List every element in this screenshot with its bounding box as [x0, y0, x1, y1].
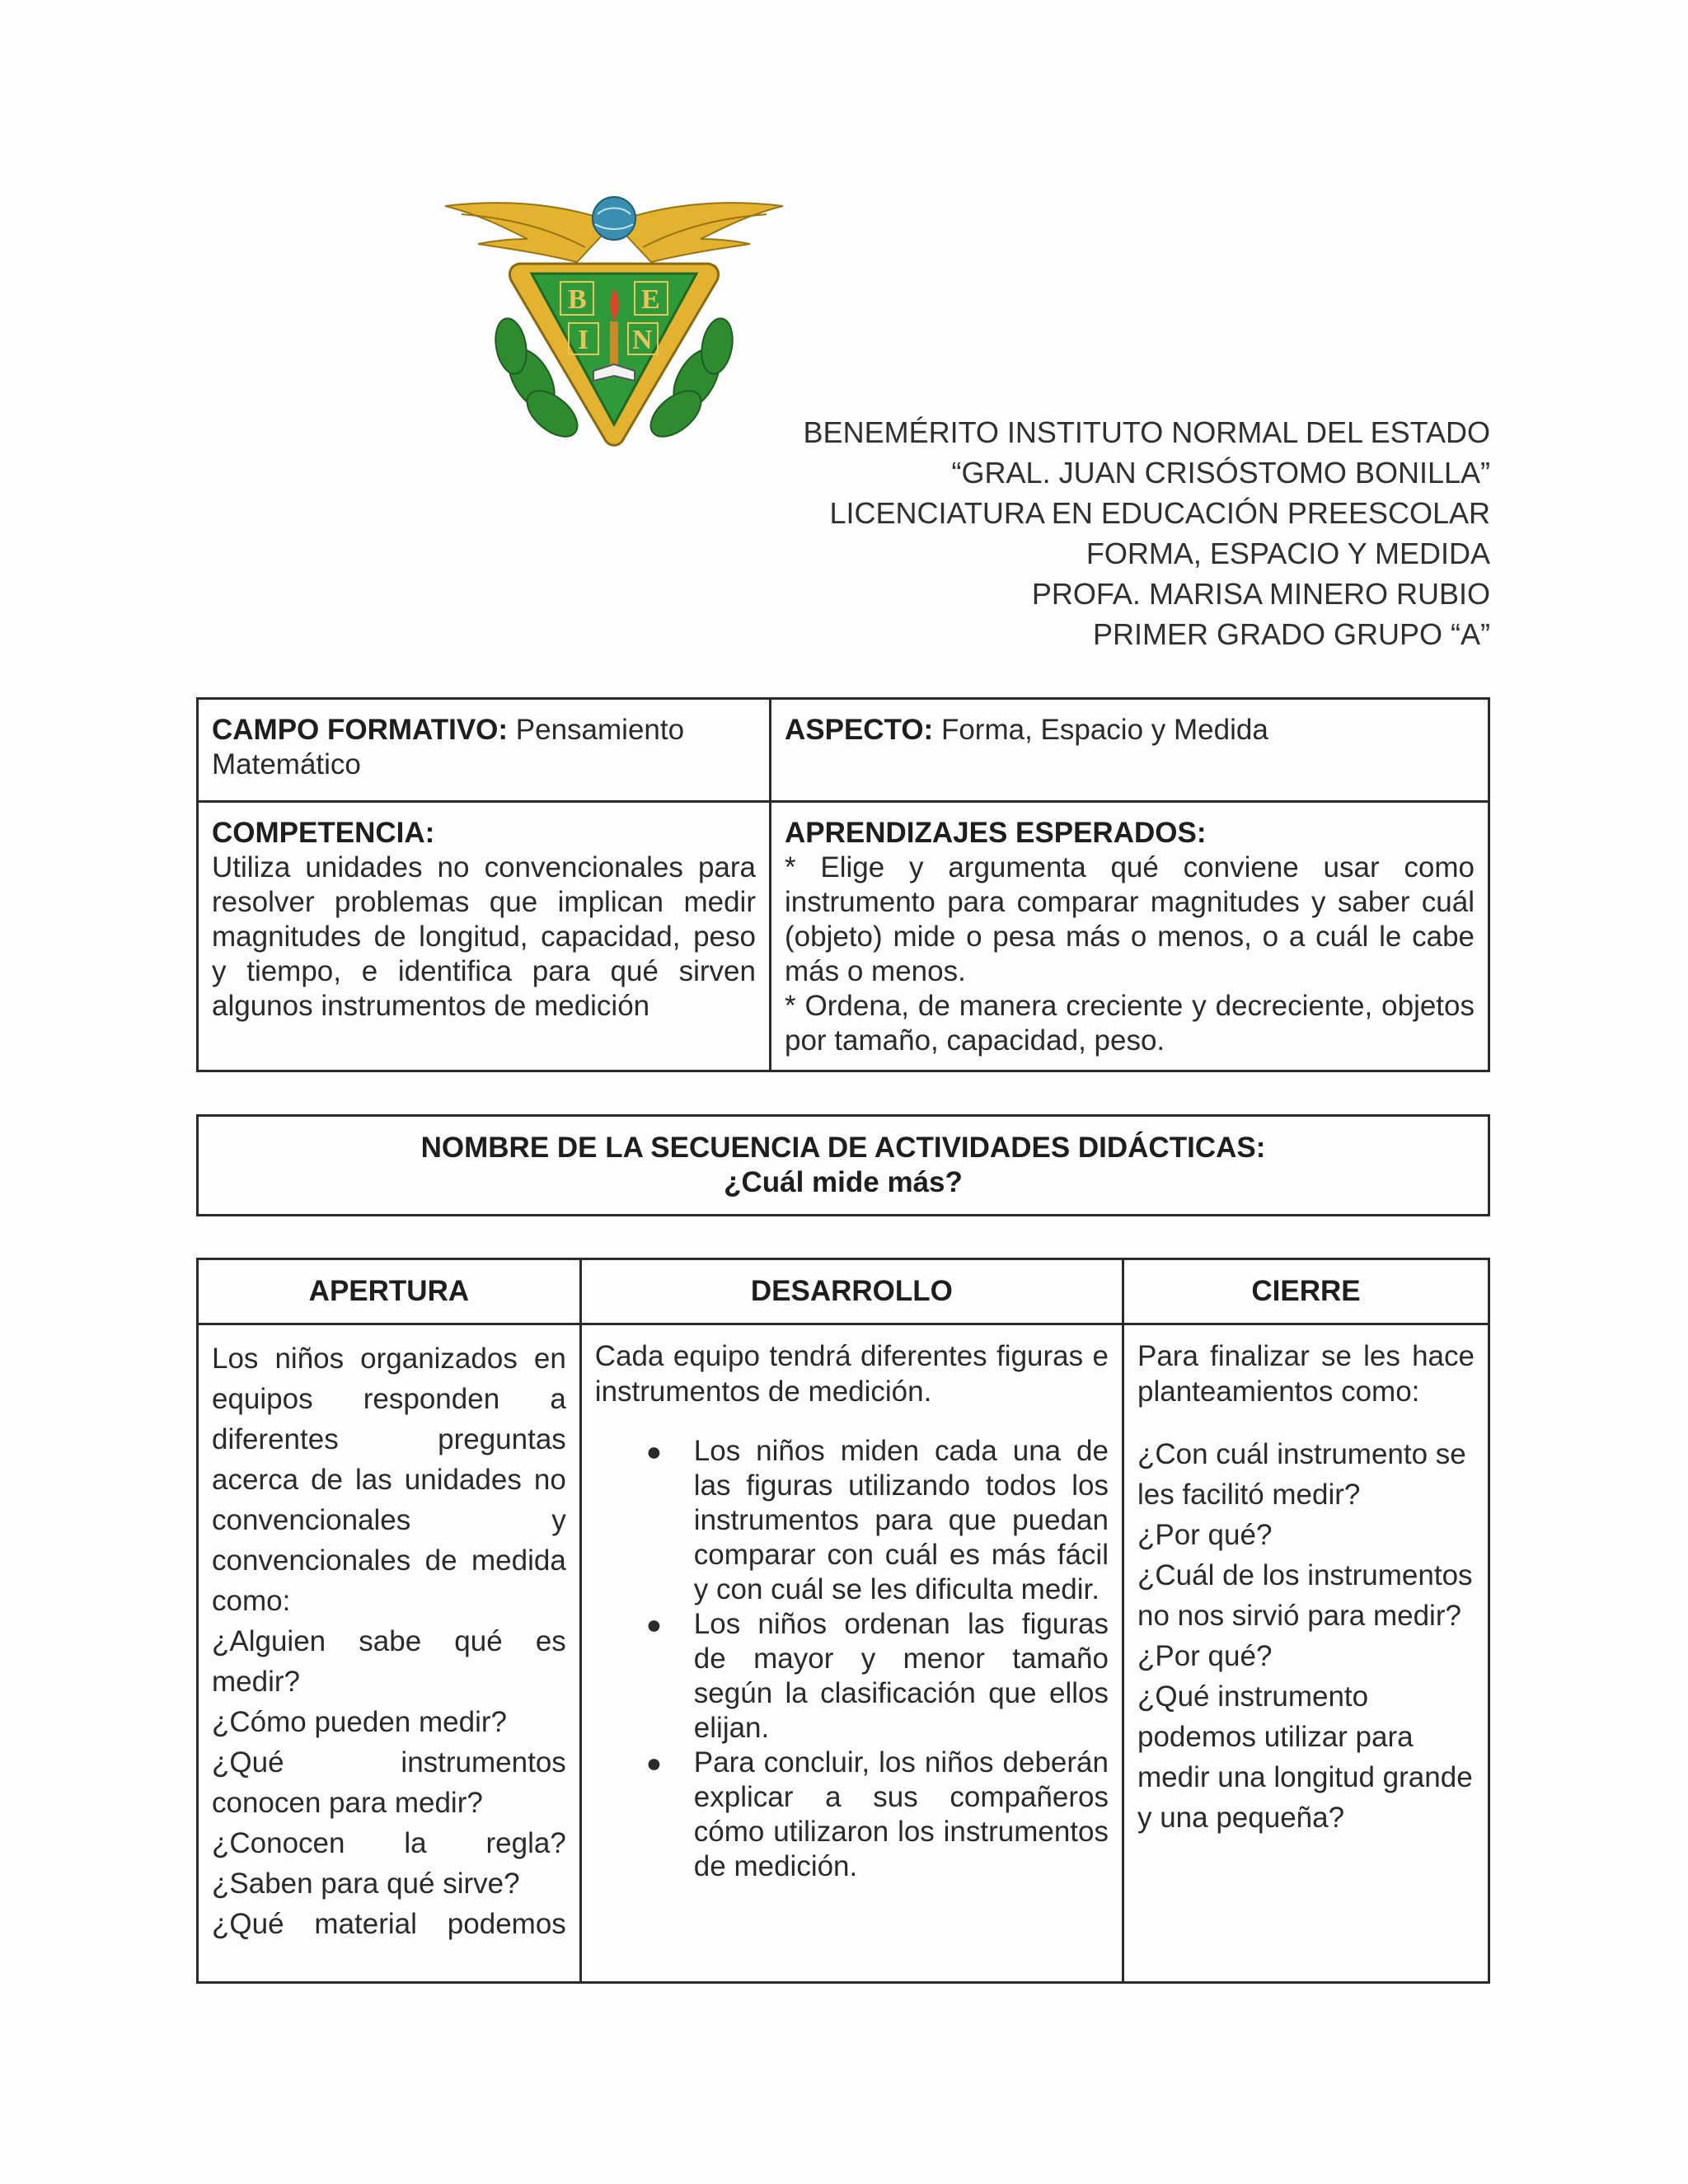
header-line-teacher: PROFA. MARISA MINERO RUBIO [1031, 577, 1490, 611]
desarrollo-intro: Cada equipo tendrá diferentes figuras e instrumentos de medición. [594, 1340, 1109, 1408]
institute-logo [445, 190, 783, 453]
competencia-text: Utiliza unidades no convencionales para resolver problemas que implican medir magnitudes de longitud, capacidad, peso y tiempo, e identifica para qué sirven algunos instrumentos de medición [212, 851, 756, 1022]
apertura-cell [198, 1324, 581, 1983]
list-item: ● Los niños ordenan las figuras de mayor y menor tamaño según la clasificación que ellos elijan. [645, 1608, 1109, 1744]
header-cierre: CIERRE [1123, 1259, 1489, 1324]
aspecto-label: ASPECTO: [785, 714, 934, 746]
cierre-cell [1123, 1324, 1489, 1983]
info-table [196, 697, 1490, 1072]
aprendizaje-item: * Elige y argumenta qué conviene usar como instrumento para comparar magnitudes y saber cuál (objeto) mide o pesa más o menos, o a cuál le cabe más o menos. [785, 851, 1475, 987]
header-line-degree: LICENCIATURA EN EDUCACIÓN PREESCOLAR [829, 496, 1490, 530]
cierre-question: ¿Por qué? [1137, 1519, 1273, 1551]
cierre-question: ¿Qué instrumento podemos utilizar para medir una longitud grande y una pequeña? [1137, 1680, 1473, 1834]
bullet-icon: ● [645, 1436, 663, 1466]
cierre-intro: Para finalizar se les hace planteamientos como: [1137, 1340, 1475, 1408]
bullet-icon: ● [645, 1610, 663, 1639]
list-item: ● Para concluir, los niños deberán explicar a sus compañeros cómo utilizaron los instrumentos de medición. [645, 1746, 1109, 1882]
competencia-label: COMPETENCIA: [212, 817, 435, 849]
svg-text:B: B [568, 284, 587, 315]
activity-plan-table [196, 1258, 1490, 1984]
header-apertura: APERTURA [198, 1259, 581, 1324]
cierre-question: ¿Con cuál instrumento se les facilitó medir? [1137, 1438, 1466, 1511]
aprendizajes-cell [771, 802, 1489, 1071]
competencia-cell [198, 802, 771, 1071]
header-line-subject: FORMA, ESPACIO Y MEDIDA [1085, 537, 1490, 570]
campo-formativo-value: Pensamiento Matemático [212, 714, 685, 780]
aspecto-cell [771, 699, 1489, 802]
aspecto-value: Forma, Espacio y Medida [940, 714, 1268, 746]
svg-text:N: N [632, 325, 653, 355]
svg-text:E: E [641, 284, 660, 315]
logo-globe [593, 197, 635, 240]
header-line-institute: BENEMÉRITO INSTITUTO NORMAL DEL ESTADO [803, 415, 1490, 449]
header-line-group: PRIMER GRADO GRUPO “A” [1092, 617, 1490, 651]
desarrollo-list [595, 1434, 1109, 1884]
list-item: ● Los niños miden cada una de las figuras utilizando todos los instrumentos para que puedan comparar con cuál es más fácil y con cuál se les dificulta medir. [645, 1435, 1109, 1605]
bullet-icon: ● [645, 1748, 663, 1778]
sequence-name-table [196, 1114, 1490, 1216]
sequence-name: ¿Cuál mide más? [724, 1166, 963, 1198]
institution-header [804, 412, 1490, 654]
svg-text:I: I [578, 325, 589, 355]
sequence-name-cell [198, 1116, 1489, 1216]
desarrollo-cell [580, 1324, 1123, 1983]
campo-formativo-label: CAMPO FORMATIVO: [212, 714, 509, 746]
apertura-question: ¿Cómo pueden medir? [212, 1706, 507, 1738]
apertura-question: ¿Qué material podemos [212, 1908, 566, 1940]
apertura-question: ¿Alguien sabe qué es medir? [212, 1625, 566, 1698]
cierre-question: ¿Cuál de los instrumentos no nos sirvió para medir? ¿Por qué? [1137, 1559, 1473, 1672]
apertura-intro: Los niños organizados en equipos responden a diferentes preguntas acerca de las unidades no convencionales y convencionales de medida como: [212, 1343, 566, 1617]
header-line-name: “GRAL. JUAN CRISÓSTOMO BONILLA” [951, 456, 1490, 490]
header-desarrollo: DESARROLLO [580, 1259, 1123, 1324]
aprendizaje-item: * Ordena, de manera creciente y decreciente, objetos por tamaño, capacidad, peso. [785, 990, 1475, 1057]
aprendizajes-label: APRENDIZAJES ESPERADOS: [785, 817, 1207, 849]
apertura-question: ¿Conocen la regla? [212, 1827, 566, 1859]
sequence-title: NOMBRE DE LA SECUENCIA DE ACTIVIDADES DIDÁCTICAS: [420, 1132, 1266, 1164]
apertura-question: ¿Saben para qué sirve? [212, 1868, 520, 1900]
apertura-question: ¿Qué instrumentos conocen para medir? [212, 1746, 566, 1819]
campo-formativo-cell [198, 699, 771, 802]
